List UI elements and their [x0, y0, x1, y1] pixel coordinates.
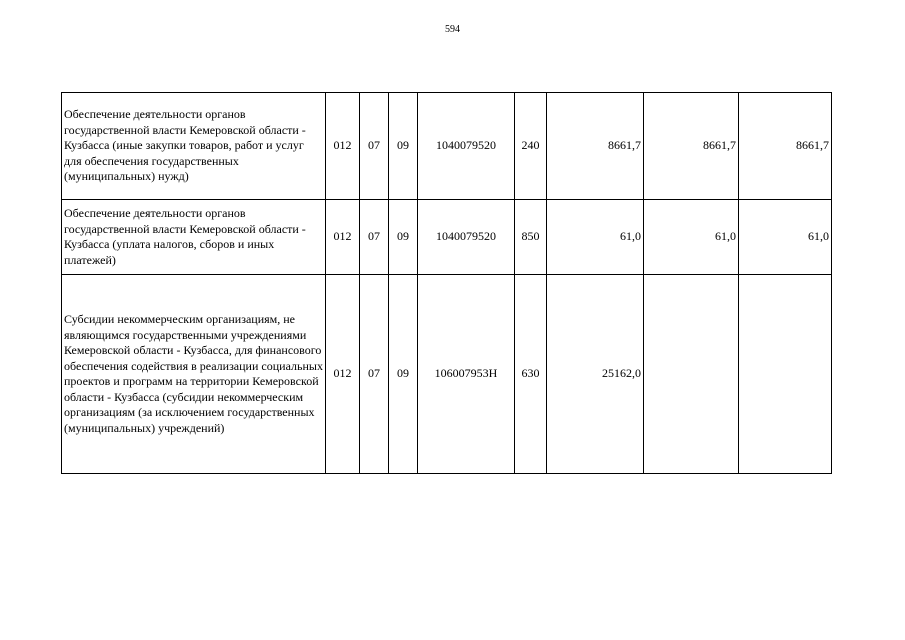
table-row: [62, 275, 832, 474]
row-name-cell: Обеспечение деятельности органов государственной власти Кемеровской области - Кузбасса (иные закупки товаров, работ и услуг для обеспечения государственных (муниципальных) нужд): [62, 93, 326, 200]
amount-3-cell: 8661,7: [739, 93, 832, 200]
ministry-code-cell: 012: [326, 200, 360, 275]
section-code-cell: 07: [360, 275, 389, 474]
amount-2-cell: 61,0: [644, 200, 739, 275]
amount-3-cell: 61,0: [739, 200, 832, 275]
page-number: 594: [445, 24, 460, 35]
ministry-code-cell: 012: [326, 275, 360, 474]
amount-3-cell: [739, 275, 832, 474]
section-code-cell: 07: [360, 200, 389, 275]
expense-type-cell: 240: [515, 93, 547, 200]
amount-1-cell: 61,0: [547, 200, 644, 275]
target-article-cell: 106007953Н: [418, 275, 515, 474]
subsection-code-cell: 09: [389, 275, 418, 474]
amount-2-cell: 8661,7: [644, 93, 739, 200]
amount-2-cell: [644, 275, 739, 474]
target-article-cell: 1040079520: [418, 200, 515, 275]
row-name-cell: Обеспечение деятельности органов государственной власти Кемеровской области - Кузбасса (уплата налогов, сборов и иных платежей): [62, 200, 326, 275]
table-row: [62, 200, 832, 275]
subsection-code-cell: 09: [389, 200, 418, 275]
amount-1-cell: 25162,0: [547, 275, 644, 474]
table-row: [62, 93, 832, 200]
ministry-code-cell: 012: [326, 93, 360, 200]
subsection-code-cell: 09: [389, 93, 418, 200]
target-article-cell: 1040079520: [418, 93, 515, 200]
expense-type-cell: 850: [515, 200, 547, 275]
row-name-cell: Субсидии некоммерческим организациям, не являющимся государственными учреждениями Кемеровской области - Кузбасса, для финансового обеспечения содействия в реализации социальных проектов и программ на территории Кемеровской области - Кузбасса (субсидии некоммерческим организациям (за исключением государственных (муниципальных) учреждений): [62, 275, 326, 474]
section-code-cell: 07: [360, 93, 389, 200]
expense-type-cell: 630: [515, 275, 547, 474]
budget-table: [61, 92, 832, 474]
amount-1-cell: 8661,7: [547, 93, 644, 200]
